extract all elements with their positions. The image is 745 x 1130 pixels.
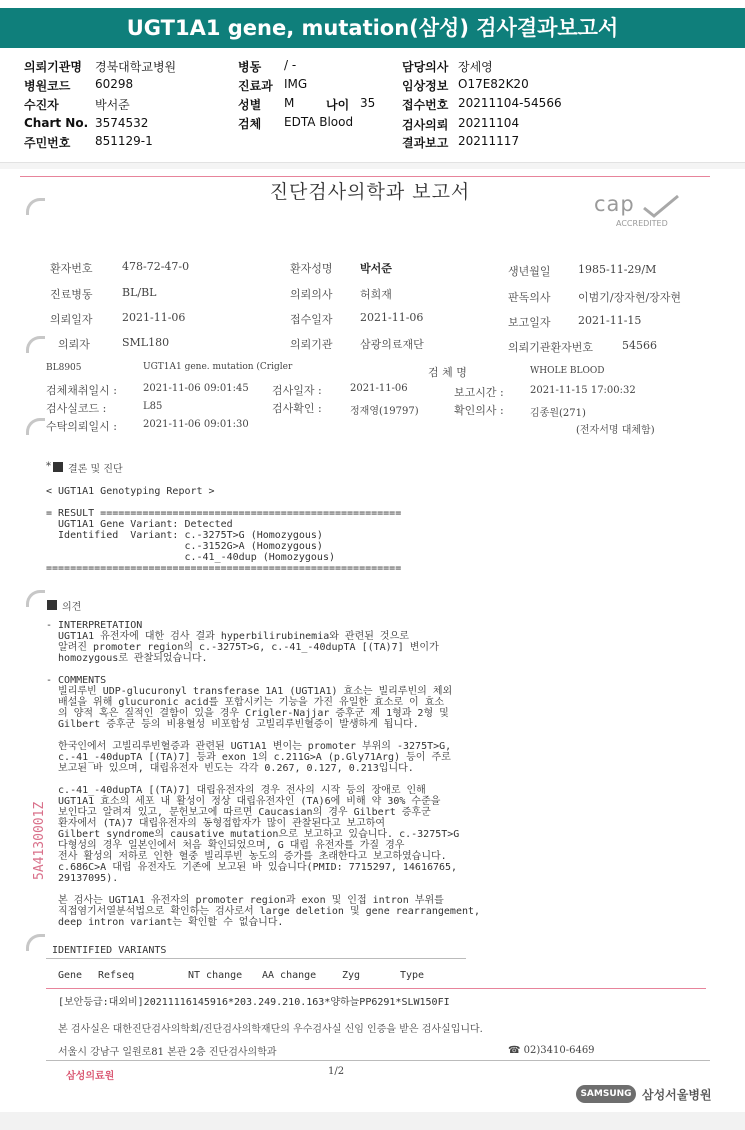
punch-hole-mark — [26, 934, 45, 951]
info-value: BL/BL — [122, 286, 157, 299]
cap-accredited-logo — [590, 192, 690, 232]
variants-rule — [46, 958, 466, 959]
certification-text: 본 검사실은 대한진단검사의학회/진단검사의학재단의 우수검사실 신임 인증을 받은 검사실입니다. — [58, 1024, 483, 1035]
header-label: Chart No. — [24, 116, 89, 130]
info-label: 접수일자 — [290, 313, 333, 326]
header-label: 수진자 — [24, 98, 59, 112]
conclusion-heading: 결론 및 진단 — [68, 464, 123, 475]
header-label: 담당의사 — [402, 60, 449, 74]
section-divider — [0, 162, 745, 169]
header-value: 20211104 — [458, 116, 520, 130]
report-line: =========================================================== — [46, 563, 402, 574]
report-line: 환자에서 (TA)7 대립유전자의 동형접합자가 많이 관찰된다고 보고하여 — [46, 818, 386, 829]
info-label: 보고일자 — [508, 316, 551, 329]
footer-rule — [46, 1060, 710, 1061]
header-label: 임상정보 — [402, 79, 449, 93]
specimen-value: WHOLE BLOOD — [530, 366, 605, 376]
info-label: 의뢰기관 — [290, 338, 333, 351]
info-label: 의뢰일자 — [50, 313, 93, 326]
report-line: c.-41_-40dupTA [(TA)7] 등과 exon 1의 c.211G>A (p.Gly71Arg) 등이 주로 — [46, 752, 451, 763]
header-value: 851129-1 — [95, 134, 153, 148]
header-value: EDTA Blood — [284, 115, 354, 129]
report-line: 다형성의 경우 일본인에서 처음 확인되었으며, G 대립 유전자를 가질 경우 — [46, 840, 405, 851]
report-line: deep intron variant는 확인할 수 없습니다. — [46, 917, 284, 928]
report-line: homozygous로 관찰되었습니다. — [46, 653, 208, 664]
punch-hole-mark — [26, 198, 45, 215]
header-value: 20211104-54566 — [458, 96, 562, 110]
variants-col-header: Gene — [58, 970, 83, 981]
header-value: 3574532 — [95, 116, 149, 130]
header-value: 35 — [360, 96, 376, 110]
report-banner-title: UGT1A1 gene, mutation(삼성) 검사결과보고서 — [0, 8, 745, 48]
info-value: 허희재 — [360, 288, 392, 301]
test-field-label: 검사실코드 : — [46, 402, 107, 415]
info-label: 의뢰자 — [58, 338, 90, 351]
test-field-value: 정재영(19797) — [350, 406, 419, 417]
lab-address: 서울시 강남구 일원로81 본관 2층 진단검사의학과 — [58, 1047, 277, 1058]
info-label: 진료병동 — [50, 288, 93, 301]
report-line: 의 양적 혹은 질적인 결함이 있을 경우 Crigler-Najjar 증후군 제 1형과 2형 및 — [46, 708, 449, 719]
info-label: 판독의사 — [508, 291, 551, 304]
report-line: 알려진 promoter region의 c.-3275T>G, c.-41_-40dupTA [(TA)7] 변이가 — [46, 642, 439, 653]
header-label: 성별 — [238, 98, 262, 112]
report-line: < UGT1A1 Genotyping Report > — [46, 486, 215, 497]
header-value: 박서준 — [95, 98, 130, 112]
report-line: - COMMENTS — [46, 675, 107, 686]
test-field-value: L85 — [143, 401, 163, 412]
info-value: 박서준 — [360, 262, 392, 275]
footer-org: 삼성의료원 — [66, 1071, 115, 1082]
report-line: - INTERPRETATION — [46, 620, 143, 631]
opinion-heading: 의견 — [62, 602, 82, 613]
cap-logo-text: cap — [594, 192, 635, 216]
header-label: 의뢰기관명 — [24, 60, 82, 74]
security-line: [보안등급:대외비]20211116145916*203.249.210.163*양하늘PP6291*SLW150FI — [58, 997, 450, 1008]
report-line: Gilbert 증후군 등의 비용혈성 비포합성 고빌리루빈혈증이 발생하게 됩니다. — [46, 719, 419, 730]
test-field-value: 2021-11-15 17:00:32 — [530, 385, 636, 396]
samsung-logo: SAMSUNG — [576, 1085, 636, 1103]
info-value: 2021-11-06 — [360, 311, 424, 324]
variants-col-header: Zyg — [342, 970, 361, 981]
info-value: 삼광의료재단 — [360, 338, 424, 351]
header-label: 병원코드 — [24, 79, 71, 93]
report-line: Gilbert syndrome의 causative mutation으로 보고하고 있습니다. c.-3275T>G — [46, 829, 460, 840]
lab-phone: ☎ 02)3410-6469 — [508, 1045, 595, 1056]
header-value: 60298 — [95, 77, 134, 91]
hospital-name: 삼성서울병원 — [642, 1088, 712, 1102]
test-field-value: 2021-11-06 09:01:30 — [143, 419, 249, 430]
test-field-label: 확인의사 : — [454, 404, 504, 417]
bottom-bar — [0, 1112, 745, 1130]
info-label: 환자성명 — [290, 262, 333, 275]
report-line: UGT1A1 효소의 세포 내 활성이 정상 대립유전자인 (TA)6에 비해 약 30% 수준을 — [46, 796, 441, 807]
report-line: 한국인에서 고빌리루빈혈증과 관련된 UGT1A1 변이는 promoter 부위의 -3275T>G, — [46, 741, 452, 752]
report-line: 전사 활성의 저하로 인한 혈중 빌리루빈 농도의 증가를 초래한다고 보고하였습니다. — [46, 851, 447, 862]
report-line: c.-41_-40dupTA [(TA)7] 대립유전자의 경우 전사의 시작 등의 장애로 인해 — [46, 785, 426, 796]
header-value: / - — [284, 58, 297, 72]
report-title: 진단검사의학과 보고서 — [269, 181, 471, 203]
test-field-value: 2021-11-06 — [350, 383, 408, 394]
variants-col-header: AA change — [262, 970, 317, 981]
header-value: 20211117 — [458, 134, 520, 148]
header-value: 장세영 — [458, 60, 493, 74]
report-line: 29137095). — [46, 873, 119, 884]
report-line: UGT1A1 유전자에 대한 검사 결과 hyperbilirubinemia와 관련된 것으로 — [46, 631, 409, 642]
conclusion-marker: * — [46, 461, 51, 472]
report-line: 직접염기서열분석법으로 확인하는 검사로서 large deletion 및 gene rearrangement, — [46, 906, 481, 917]
test-field-label: 검사확인 : — [272, 402, 322, 415]
section-rule — [46, 988, 706, 989]
test-field-label: 검체채취일시 : — [46, 384, 117, 397]
header-label: 결과보고 — [402, 136, 449, 150]
section-bullet-icon — [53, 462, 63, 472]
report-line: 보고된 바 있으며, 대립유전자 빈도는 각각 0.267, 0.127, 0.213입니다. — [46, 763, 414, 774]
report-line: 보인다고 알려져 있고, 문헌보고에 따르면 Caucasian의 경우 Gilbert 증후군 — [46, 807, 431, 818]
info-value: SML180 — [122, 336, 170, 349]
test-field-label: 검사일자 : — [272, 384, 322, 397]
checkmark-icon — [640, 194, 680, 218]
report-line: 본 검사는 UGT1A1 유전자의 promoter region과 exon 및 인접 intron 부위를 — [46, 895, 444, 906]
header-value: IMG — [284, 77, 308, 91]
test-field-label: 수탁의뢰일시 : — [46, 420, 117, 433]
header-value: 경북대학교병원 — [95, 60, 177, 74]
variants-col-header: Refseq — [98, 970, 135, 981]
header-label: 주민번호 — [24, 136, 71, 150]
header-label: 검체 — [238, 117, 262, 131]
header-label: 병동 — [238, 60, 262, 74]
specimen-label: 검 체 명 — [428, 366, 467, 379]
section-bullet-icon — [47, 600, 57, 610]
test-field-value: 김종원(271) — [530, 408, 586, 419]
punch-hole-mark — [26, 336, 45, 353]
page-number: 1/2 — [328, 1066, 345, 1077]
info-value: 2021-11-06 — [122, 311, 186, 324]
header-label: 접수번호 — [402, 98, 449, 112]
test-field-value: 2021-11-06 09:01:45 — [143, 383, 249, 394]
punch-hole-mark — [26, 418, 45, 435]
variants-heading: IDENTIFIED VARIANTS — [52, 945, 167, 956]
electronic-signature-note: (전자서명 대체함) — [576, 425, 655, 436]
header-label: 나이 — [326, 98, 350, 112]
punch-hole-mark — [26, 590, 45, 607]
header-label: 진료과 — [238, 79, 273, 93]
variants-col-header: Type — [400, 970, 425, 981]
info-label: 생년월일 — [508, 265, 551, 278]
report-line: c.686C>A 대립 유전자도 기존에 보고된 바 있습니다(PMID: 7715297, 14616765, — [46, 862, 458, 873]
report-line: 빌리루빈 UDP-glucuronyl transferase 1A1 (UGT1A1) 효소는 빌리루빈의 체외 — [46, 686, 453, 697]
info-value: 1985-11-29/M — [578, 263, 657, 276]
report-line: Identified Variant: c.-3275T>G (Homozygous) — [46, 530, 323, 541]
info-value: 2021-11-15 — [578, 314, 642, 327]
info-value: 이범기/장자현/장자현 — [578, 291, 682, 304]
report-line: UGT1A1 Gene Variant: Detected — [46, 519, 233, 530]
header-label: 검사의뢰 — [402, 118, 449, 132]
document-stamp: 5A4130001Z — [32, 801, 47, 880]
report-line: c.-3152G>A (Homozygous) — [46, 541, 323, 552]
info-value: 54566 — [622, 339, 657, 352]
header-value: O17E82K20 — [458, 77, 529, 91]
info-label: 의뢰의사 — [290, 288, 333, 301]
report-line: c.-41_-40dup (Homozygous) — [46, 552, 335, 563]
info-value: 478-72-47-0 — [122, 260, 190, 273]
cap-accredited-text: ACCREDITED — [616, 219, 668, 228]
variants-col-header: NT change — [188, 970, 243, 981]
header-value: M — [284, 96, 295, 110]
test-name: UGT1A1 gene. mutation (Crigler — [143, 362, 293, 372]
info-label: 환자번호 — [50, 262, 93, 275]
test-field-label: 보고시간 : — [454, 386, 504, 399]
info-label: 의뢰기관환자번호 — [508, 341, 594, 354]
report-line: = RESULT ================================================== — [46, 508, 402, 519]
report-line: 배설을 위해 glucuronic acid를 포합시키는 기능을 가진 유일한 효소로 이 효소 — [46, 697, 445, 708]
test-code: BL8905 — [46, 363, 82, 373]
